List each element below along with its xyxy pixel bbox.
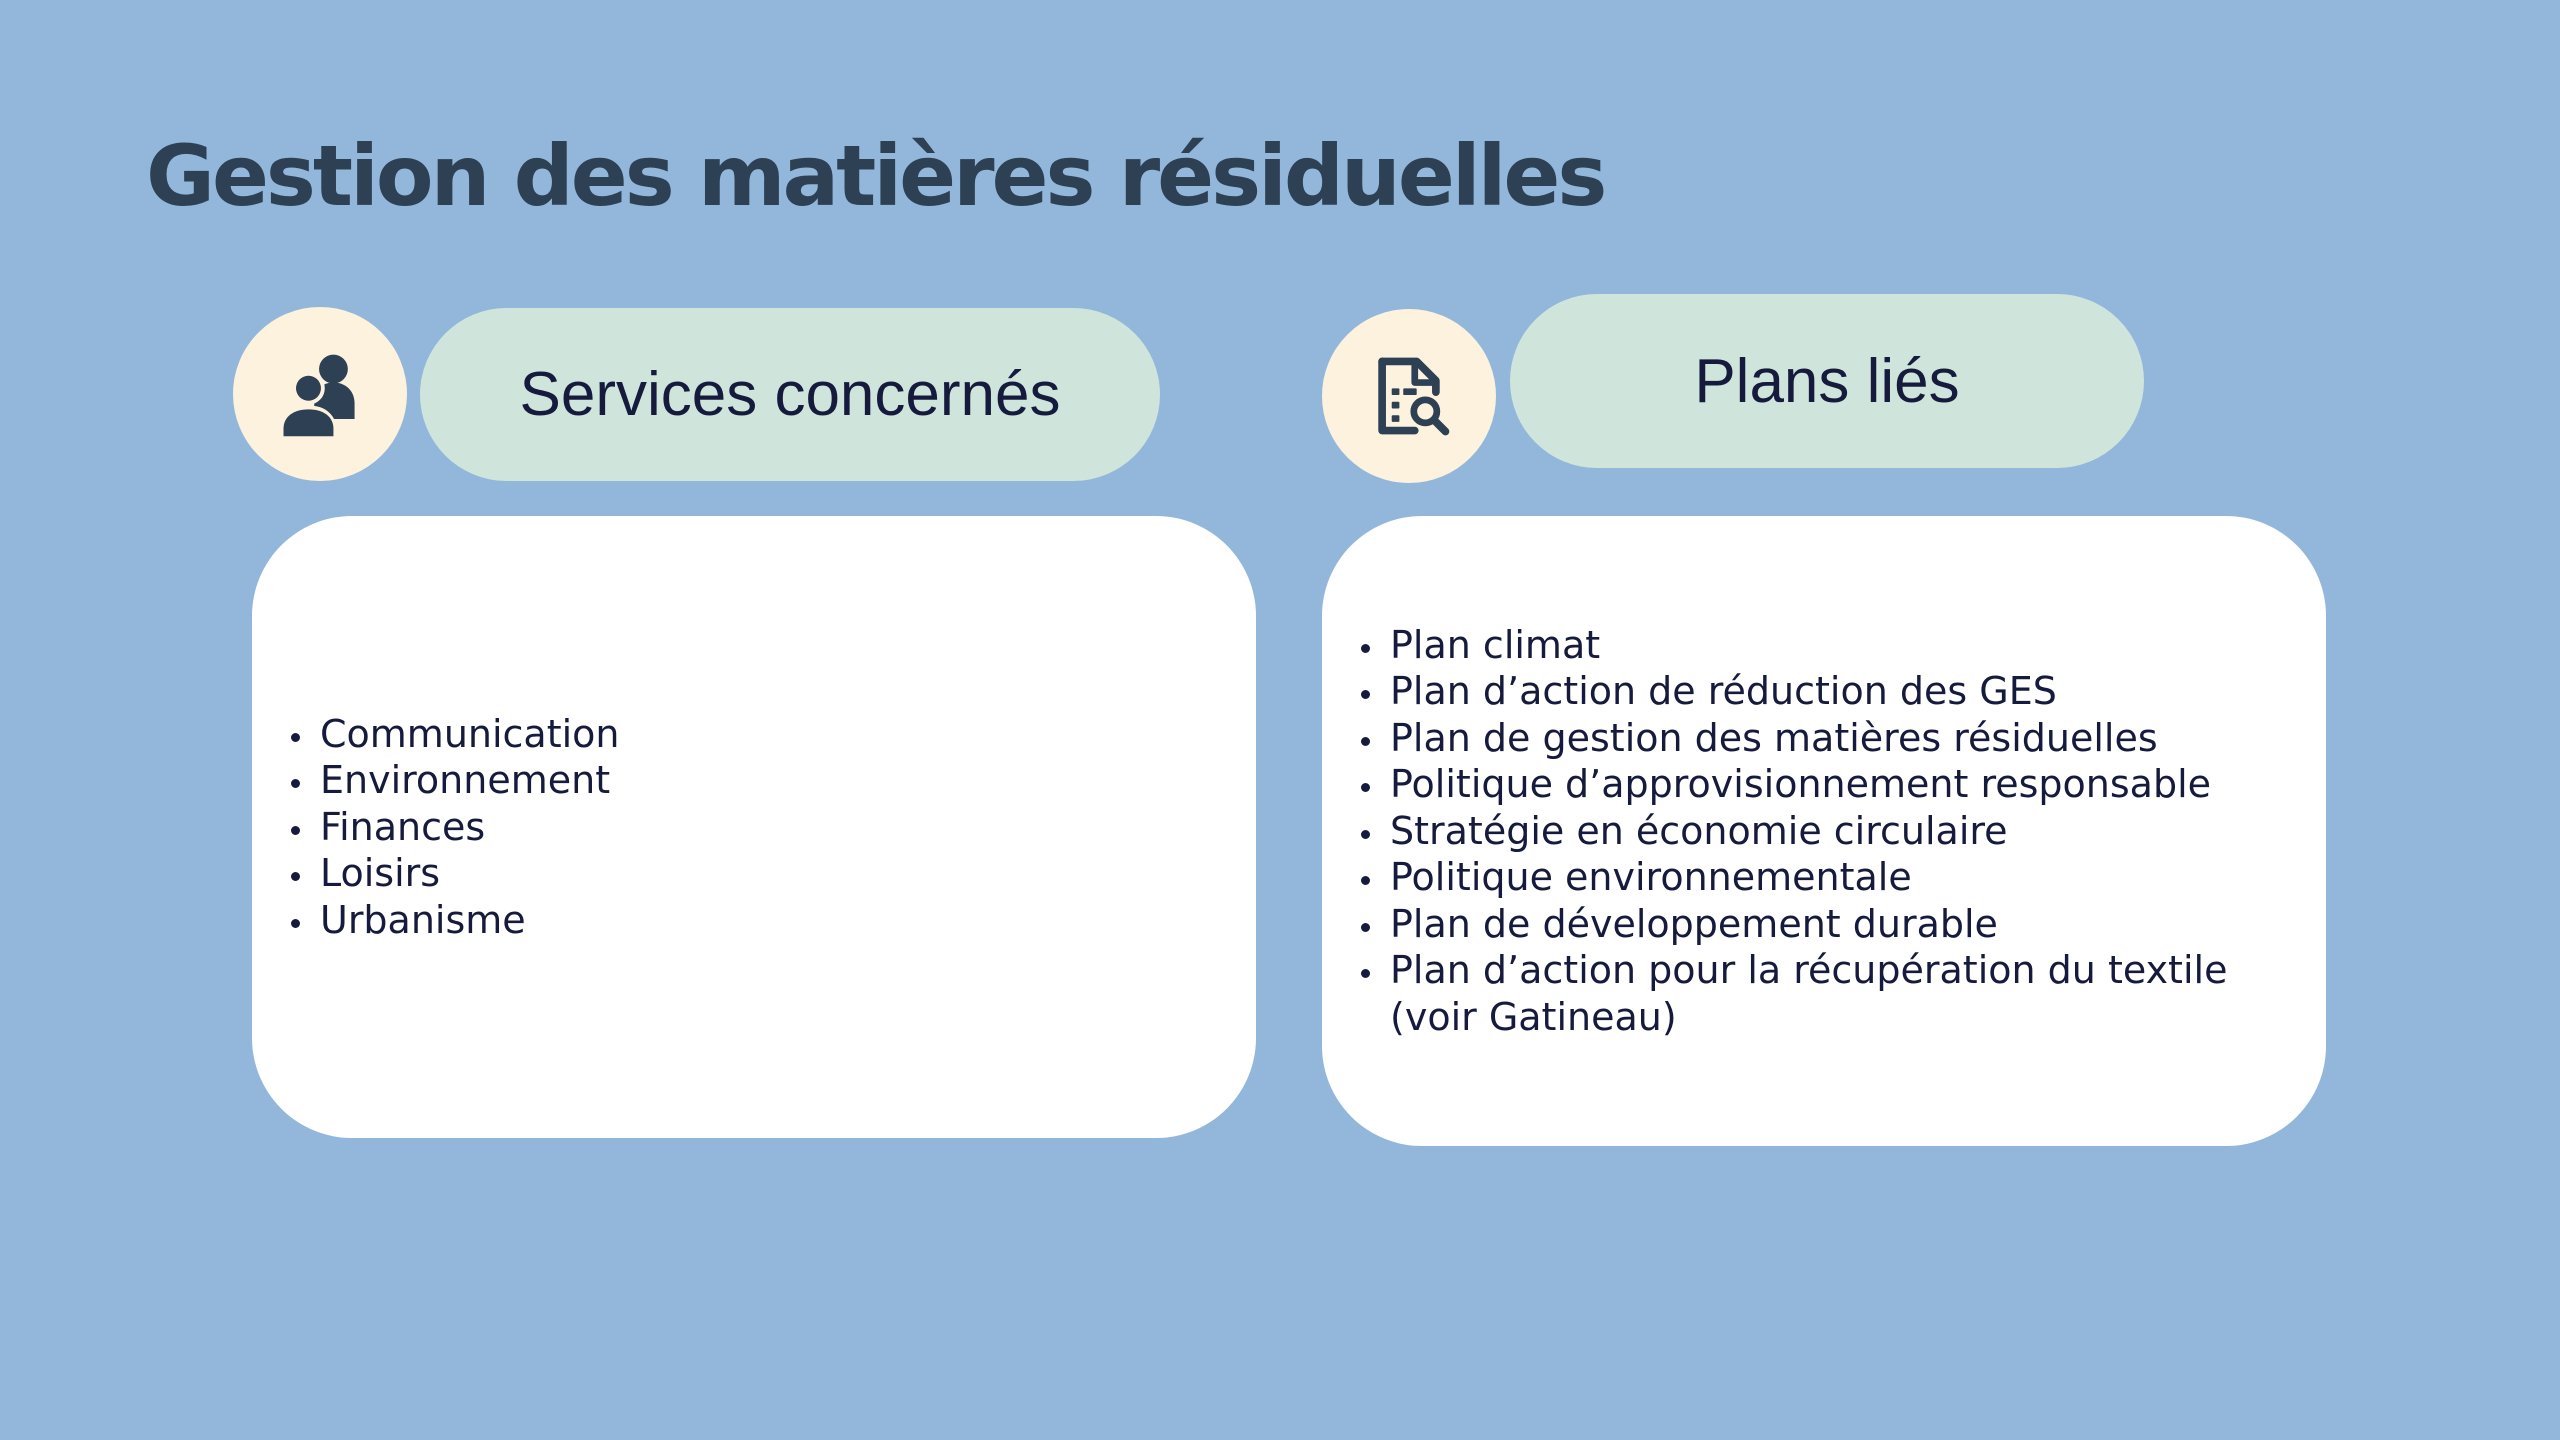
list-item: • Loisirs [316, 850, 620, 897]
plans-list [1322, 622, 2326, 1041]
list-item: • Politique d’approvisionnement responsable [1386, 761, 2266, 808]
document-search-icon [1361, 348, 1457, 444]
page-title: Gestion des matières résiduelles [146, 127, 1605, 225]
list-item: • Environnement [316, 757, 620, 804]
services-heading [420, 308, 1160, 481]
list-item: • Stratégie en économie circulaire [1386, 808, 2266, 855]
list-item: • Plan de développement durable [1386, 901, 2266, 948]
list-item: • Plan d’action de réduction des GES [1386, 668, 2266, 715]
services-card [252, 516, 1256, 1138]
plans-card [1322, 516, 2326, 1146]
list-item: • Finances [316, 804, 620, 851]
services-icon-badge [233, 307, 407, 481]
list-item: • Plan d’action pour la récupération du textile (voir Gatineau) [1386, 947, 2266, 1040]
users-icon [272, 346, 368, 442]
list-item: • Plan climat [1386, 622, 2266, 669]
list-item: • Communication [316, 711, 620, 758]
list-item: • Plan de gestion des matières résiduelles [1386, 715, 2266, 762]
list-item: • Urbanisme [316, 897, 620, 944]
plans-icon-badge [1322, 309, 1496, 483]
plans-heading [1510, 294, 2144, 468]
plans-heading-label: Plans liés [1694, 346, 1960, 416]
services-list [252, 711, 620, 944]
list-item: • Politique environnementale [1386, 854, 2266, 901]
services-heading-label: Services concernés [519, 360, 1061, 429]
